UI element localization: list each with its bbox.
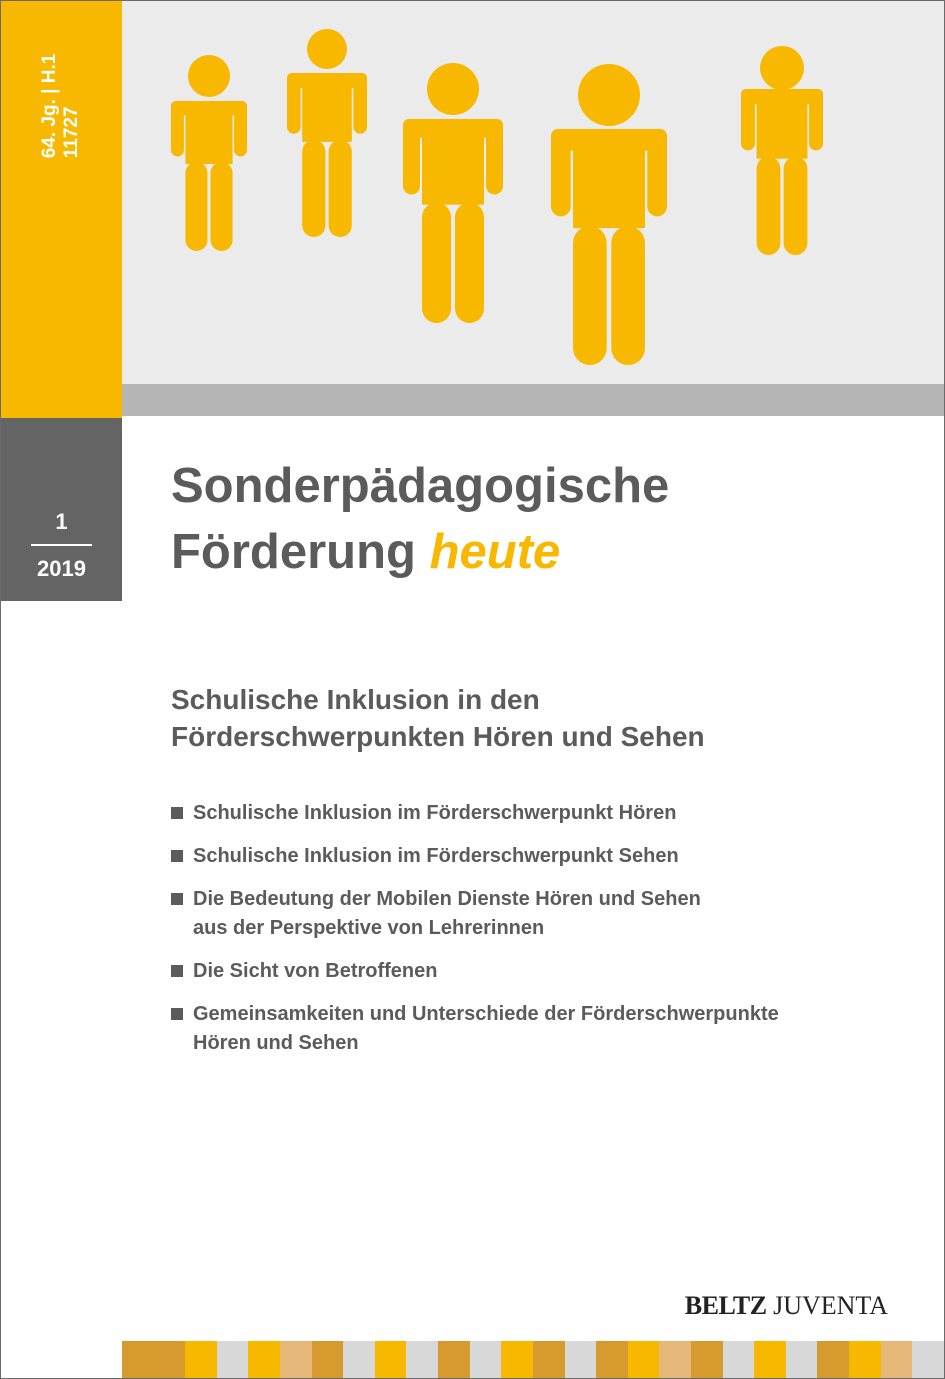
illustration-band: [122, 384, 944, 416]
journal-title: [171, 453, 669, 585]
stripe-segment: [912, 1341, 944, 1378]
topic-text: aus der Perspektive von Lehrerinnen: [193, 917, 545, 939]
person-icon: [551, 64, 667, 365]
stripe-segment: [470, 1341, 502, 1378]
stripe-segment: [817, 1341, 849, 1378]
stripe-segment: [501, 1341, 533, 1378]
stripe-segment: [881, 1341, 913, 1378]
spine-code: 11727: [61, 106, 82, 159]
square-bullet-icon: [171, 893, 183, 905]
spine-volume-text: [39, 54, 83, 159]
publisher-logo: [685, 1291, 888, 1321]
stripe-segment: [185, 1341, 217, 1378]
topic-item: [171, 957, 779, 986]
journal-title-accent: heute: [429, 525, 561, 579]
publisher-name-regular: JUVENTA: [773, 1291, 888, 1320]
topic-text: Die Sicht von Betroffenen: [193, 960, 438, 982]
issue-theme: [171, 681, 705, 755]
color-stripe: [122, 1341, 944, 1378]
stripe-segment: [723, 1341, 755, 1378]
issue-divider: [31, 544, 92, 546]
stripe-segment: [248, 1341, 280, 1378]
spine-yellow-panel: [1, 1, 122, 418]
issue-number: 1: [55, 509, 68, 534]
stripe-segment: [628, 1341, 660, 1378]
spine-volume-issue: 64. Jg. | H.1: [39, 53, 60, 159]
topic-item: [171, 799, 779, 828]
stripe-segment: [754, 1341, 786, 1378]
topic-text: Schulische Inklusion im Förderschwerpunkt Hören: [193, 802, 677, 824]
stripe-segment: [406, 1341, 438, 1378]
square-bullet-icon: [171, 850, 183, 862]
topic-item: [171, 842, 779, 871]
stripe-segment: [438, 1341, 470, 1378]
person-icon: [171, 55, 247, 251]
person-icon: [403, 63, 503, 323]
issue-theme-line1: Schulische Inklusion in den: [171, 684, 540, 715]
stripe-segment: [849, 1341, 881, 1378]
stripe-segment: [786, 1341, 818, 1378]
topic-text: Gemeinsamkeiten und Unterschiede der Förderschwerpunkte: [193, 1003, 779, 1025]
stripe-segment: [596, 1341, 628, 1378]
topic-text: Schulische Inklusion im Förderschwerpunkt Sehen: [193, 845, 679, 867]
stripe-segment: [343, 1341, 375, 1378]
journal-title-line2: [171, 519, 669, 585]
topic-text: Hören und Sehen: [193, 1032, 359, 1054]
stripe-segment: [533, 1341, 565, 1378]
person-icon: [287, 29, 367, 237]
journal-title-main: Förderung: [171, 525, 416, 579]
square-bullet-icon: [171, 807, 183, 819]
person-icon: [741, 46, 823, 255]
topic-item: [171, 1000, 779, 1058]
topic-text: Die Bedeutung der Mobilen Dienste Hören und Sehen: [193, 888, 701, 910]
stripe-segment: [154, 1341, 186, 1378]
stripe-segment: [280, 1341, 312, 1378]
stripe-segment: [122, 1341, 154, 1378]
journal-title-line1: Sonderpädagogische: [171, 459, 670, 513]
square-bullet-icon: [171, 965, 183, 977]
stripe-segment: [659, 1341, 691, 1378]
stripe-segment: [217, 1341, 249, 1378]
stripe-segment: [312, 1341, 344, 1378]
stripe-segment: [565, 1341, 597, 1378]
stripe-segment: [691, 1341, 723, 1378]
stripe-segment: [375, 1341, 407, 1378]
issue-theme-line2: Förderschwerpunkten Hören und Sehen: [171, 721, 705, 752]
issue-year: 2019: [37, 556, 86, 581]
square-bullet-icon: [171, 1008, 183, 1020]
publisher-name-bold: BELTZ: [684, 1291, 767, 1320]
topics-list: [171, 799, 779, 1072]
topic-item: [171, 885, 779, 943]
people-illustration: [1, 1, 944, 384]
